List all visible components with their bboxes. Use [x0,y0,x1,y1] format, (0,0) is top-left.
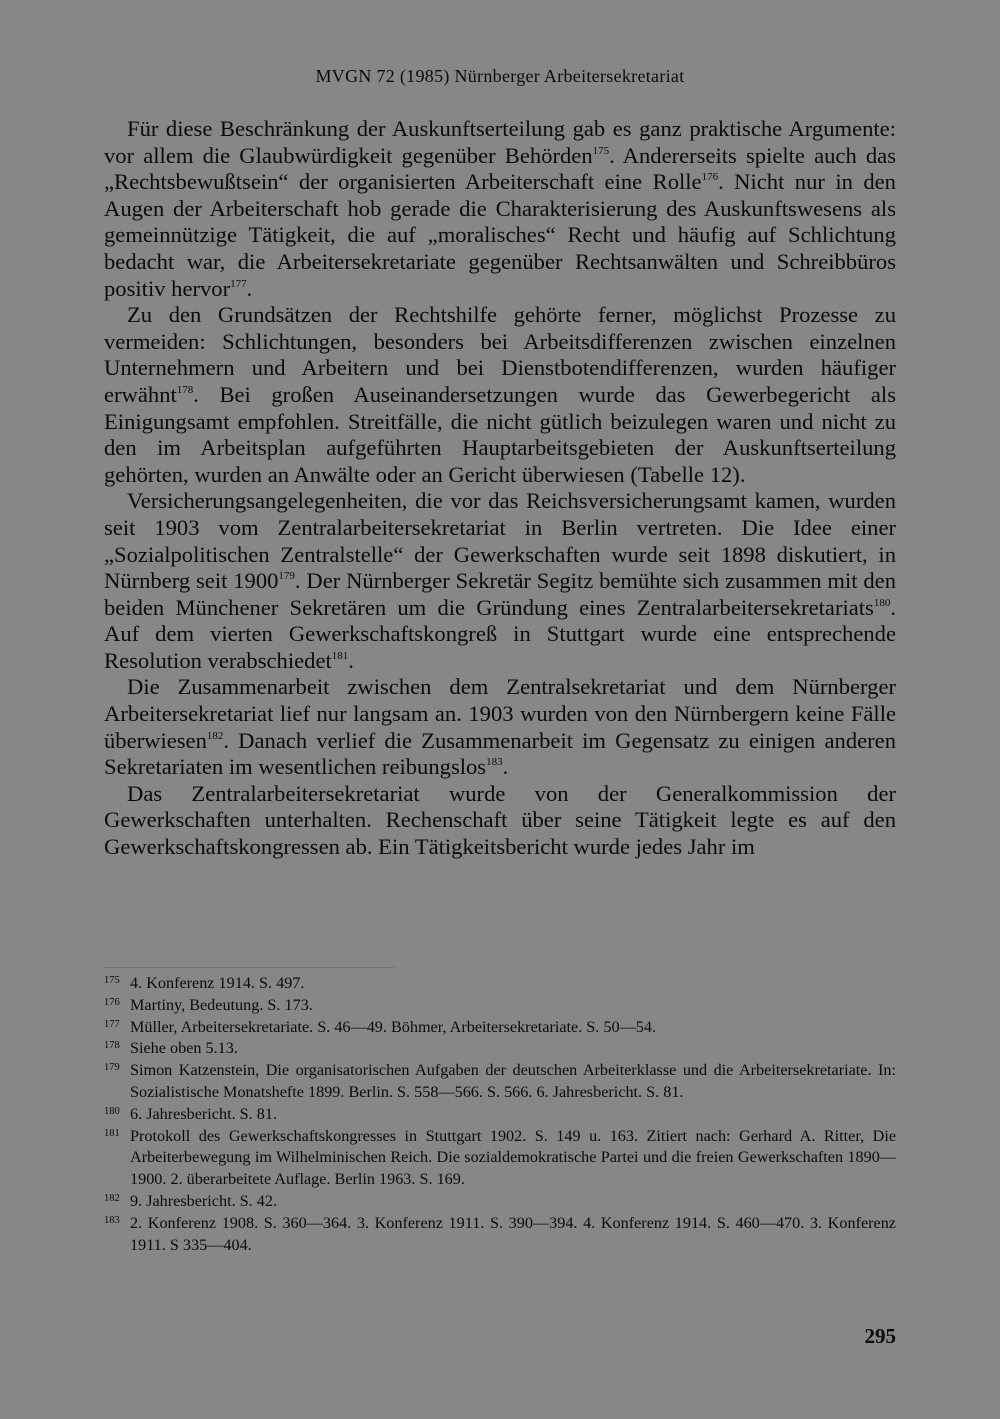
footnote-ref[interactable]: 178 [176,383,194,396]
footnote-number: 179 [104,1062,120,1074]
footnote-number: 183 [104,1214,120,1226]
footnote [104,1191,896,1213]
footnote-text: Siehe oben 5.13. [130,1039,238,1058]
footnote [104,1213,896,1257]
footnote-number: 180 [104,1105,120,1117]
footnote-ref[interactable]: 176 [701,171,719,184]
footnote-text: 9. Jahresbericht. S. 42. [130,1191,278,1210]
footnote [104,995,896,1017]
footnote-number: 177 [104,1018,120,1030]
footnotes [104,973,896,1256]
running-head: MVGN 72 (1985) Nürnberger Arbeitersekretariat [315,66,685,86]
paragraph: Versicherungsangelegenheiten, die vor das Reichsversicherungsamt kamen, wurden seit 1903 vom Zentralarbeitersekretariat in Berlin vertreten. Die Idee einer „Sozialpolitischen Zentralstelle“ der Gewerkschaften wurde seit 1898 diskutiert, in Nürnberg seit 1900$^{179}$. Der Nürnberger Sekretär Segitz bemühte sich zusammen mit den beiden Münchener Sekretären um die Gründung eines Zentralarbeitersekretariats$^{180}$. Auf dem vierten Gewerkschaftskongreß in Stuttgart wurde eine entsprechende Resolution verabschiedet$^{181}$. [104,488,896,673]
footnote [104,1126,896,1191]
footnote-number: 182 [104,1192,120,1204]
footnote-ref[interactable]: 181 [331,649,349,662]
paragraph: Das Zentralarbeitersekretariat wurde von der Generalkommission der Gewerkschaften unterhalten. Rechenschaft über seine Tätigkeit legte es auf den Gewerkschaftskongressen ab. Ein Tätigkeitsbericht wurde jedes Jahr im [104,780,896,860]
footnote-divider [104,967,394,968]
footnote-text: 2. Konferenz 1908. S. 360—364. 3. Konferenz 1911. S. 390—394. 4. Konferenz 1914. S. 460—470. 3. Konferenz 1911. S 335—404. [130,1213,896,1254]
footnote [104,973,896,995]
footnote [104,1060,896,1104]
body-text [104,116,896,861]
footnote-text: Martiny, Bedeutung. S. 173. [130,995,313,1014]
footnote-text: Simon Katzenstein, Die organisatorischen Aufgaben der deutschen Arbeiterklasse und die Arbeitersekretariate. In: Sozialistische Monatshefte 1899. Berlin. S. 558—566. S. 566. 6. Jahresbericht. S. 81. [130,1061,896,1101]
footnote [104,1104,896,1126]
footnote-number: 181 [104,1127,120,1139]
paragraph: Zu den Grundsätzen der Rechtshilfe gehörte ferner, möglichst Prozesse zu vermeiden: Schlichtungen, besonders bei Arbeitsdifferenzen zwischen einzelnen Unternehmern und Arbeitern und bei Dienstbotendifferenzen, wurden häufiger erwähnt$^{178}$. Bei großen Auseinandersetzungen wurde das Gewerbegericht als Einigungsamt empfohlen. Streitfälle, die nicht gütlich beizulegen waren und nicht zu den im Arbeitsplan aufgeführten Hauptarbeitsgebieten der Auskunftserteilung gehörten, wurden an Anwälte oder an Gericht überwiesen (Tabelle 12). [104,302,896,487]
paragraph: Die Zusammenarbeit zwischen dem Zentralsekretariat und dem Nürnberger Arbeitersekretariat lief nur langsam an. 1903 wurden von den Nürnbergern keine Fälle überwiesen$^{182}$. Danach verlief die Zusammenarbeit im Gegensatz zu einigen anderen Sekretariaten im wesentlichen reibungslos$^{183}$. [104,674,896,780]
footnote-ref[interactable]: 182 [206,729,224,742]
footnote-text: Müller, Arbeitersekretariate. S. 46—49. Böhmer, Arbeitersekretariate. S. 50—54. [130,1017,656,1036]
footnote-text: 4. Konferenz 1914. S. 497. [130,974,305,992]
footnote-text: Protokoll des Gewerkschaftskongresses in Stuttgart 1902. S. 149 u. 163. Zitiert nach: Gerhard A. Ritter, Die Arbeiterbewegung im Wilhelminischen Reich. Die sozialdemokratische Partei und die freien Gewerkschaften 1890—1900. 2. überarbeitete Auflage. Berlin 1963. S. 169. [130,1126,896,1189]
footnote-ref[interactable]: 177 [230,277,247,290]
footnote-number: 175 [104,975,120,986]
footnote-ref[interactable]: 175 [592,144,610,157]
footnote-ref[interactable]: 179 [278,570,295,583]
footnote [104,1038,896,1060]
footnote-text: 6. Jahresbericht. S. 81. [130,1104,278,1123]
footnote-ref[interactable]: 183 [486,756,503,769]
paragraph: Für diese Beschränkung der Auskunftserteilung gab es ganz praktische Argumente: vor allem die Glaubwürdigkeit gegenüber Behörden$^{175}$. Andererseits spielte auch das „Rechtsbewußtsein“ der organisierten Arbeiterschaft eine Rolle$^{176}$. Nicht nur in den Augen der Arbeiterschaft hob gerade die Charakterisierung des Auskunftswesens als gemeinnützige Tätigkeit, die auf „moralisches“ Recht und häufig auf Schlichtung bedacht war, die Arbeitersekretariate gegenüber Rechtsanwälten und Schreibbüros positiv hervor$^{177}$. [104,116,896,301]
footnote-ref[interactable]: 180 [873,596,891,609]
footnote [104,1017,896,1039]
page-number: 295 [864,1324,896,1348]
footnote-number: 178 [104,1040,120,1052]
footnote-number: 176 [104,996,120,1008]
